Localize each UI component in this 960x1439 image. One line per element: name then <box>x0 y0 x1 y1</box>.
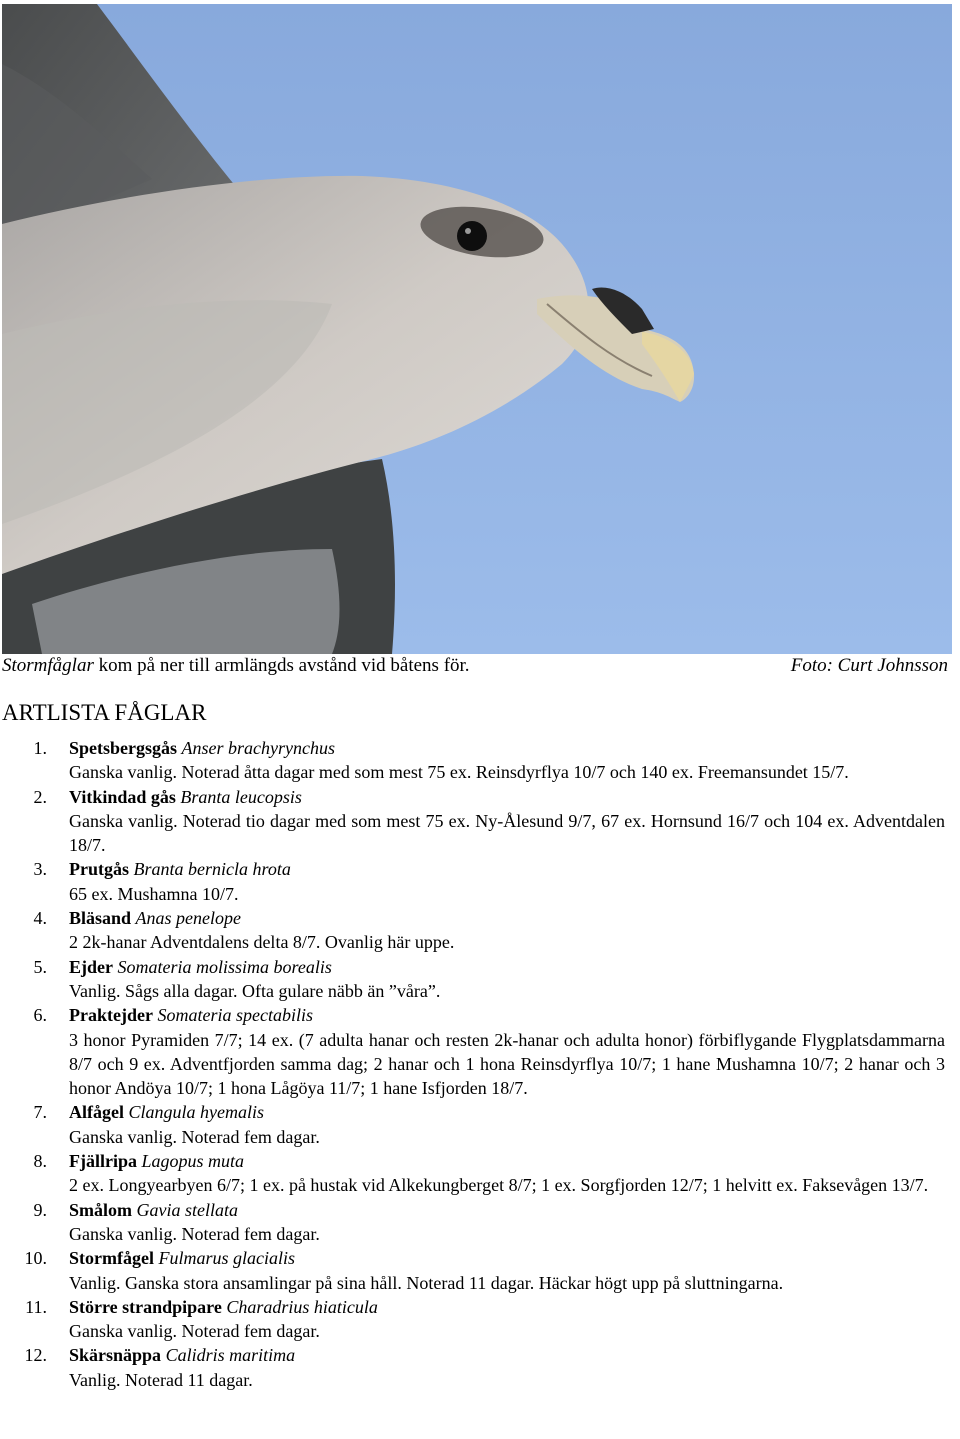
species-number: 12. <box>24 1345 47 1366</box>
section-heading: ARTLISTA FÅGLAR <box>2 700 207 725</box>
species-latin-name: Calidris maritima <box>165 1345 296 1366</box>
caption-species: Stormfåglar <box>2 655 94 676</box>
species-title <box>69 906 945 930</box>
species-description: 2 2k-hanar Adventdalens delta 8/7. Ovanlig här uppe. <box>69 932 455 953</box>
species-number: 3. <box>33 859 47 880</box>
species-name: Skärsnäppa <box>69 1345 162 1366</box>
species-description: Ganska vanlig. Noterad åtta dagar med som mest 75 ex. Reinsdyrflya 10/7 och 140 ex. Freemansundet 15/7. <box>69 762 849 783</box>
species-name: Alfågel <box>69 1102 124 1123</box>
species-name: Fjällripa <box>69 1151 142 1172</box>
species-entry <box>0 1246 945 1295</box>
species-latin-name: Branta leucopsis <box>180 786 302 807</box>
species-entry <box>0 955 945 1004</box>
species-latin-name: Somateria spectabilis <box>157 1005 313 1026</box>
species-latin-name: Gavia stellata <box>136 1199 238 1220</box>
species-number: 2. <box>33 786 47 807</box>
species-entry <box>0 1295 945 1344</box>
species-number: 10. <box>24 1248 47 1269</box>
species-entry <box>0 1003 945 1100</box>
species-list <box>0 736 945 1392</box>
photo-caption <box>2 653 950 679</box>
species-number: 4. <box>33 908 47 929</box>
species-name: Praktejder <box>69 1005 153 1026</box>
species-title <box>69 1343 945 1367</box>
species-number: 6. <box>33 1005 47 1026</box>
species-description: Vanlig. Noterad 11 dagar. <box>69 1369 253 1390</box>
species-name: Smålom <box>69 1199 132 1220</box>
species-entry <box>0 1149 945 1198</box>
species-number: 5. <box>33 956 47 977</box>
species-entry <box>0 1198 945 1247</box>
species-number: 8. <box>33 1151 47 1172</box>
species-number: 9. <box>33 1199 47 1220</box>
species-latin-name: Clangula hyemalis <box>128 1102 264 1123</box>
species-name: Ejder <box>69 956 113 977</box>
species-title <box>69 736 945 760</box>
species-name: Större strandpipare <box>69 1296 222 1317</box>
species-description: 65 ex. Mushamna 10/7. <box>69 883 239 904</box>
species-title <box>69 1003 945 1027</box>
species-description: Vanlig. Sågs alla dagar. Ofta gulare näbb än ”våra”. <box>69 980 441 1001</box>
species-description: Ganska vanlig. Noterad fem dagar. <box>69 1223 320 1244</box>
species-title <box>69 955 945 979</box>
species-entry <box>0 1343 945 1392</box>
species-title <box>69 1295 945 1319</box>
species-number: 7. <box>33 1102 47 1123</box>
caption-text: kom på ner till armlängds avstånd vid båtens för. <box>93 655 470 676</box>
species-title <box>69 857 945 881</box>
species-name: Vitkindad gås <box>69 786 176 807</box>
species-latin-name: Anser brachyrynchus <box>181 738 335 758</box>
species-description: Ganska vanlig. Noterad fem dagar. <box>69 1126 320 1147</box>
species-latin-name: Fulmarus glacialis <box>158 1248 295 1269</box>
species-name: Prutgås <box>69 859 129 880</box>
species-description: Ganska vanlig. Noterad tio dagar med som mest 75 ex. Ny-Ålesund 9/7, 67 ex. Hornsund 16/7 och 104 ex. Adventdalen 18/7. <box>69 810 945 856</box>
species-entry <box>0 857 945 906</box>
species-latin-name: Lagopus muta <box>141 1151 245 1172</box>
species-description: 2 ex. Longyearbyen 6/7; 1 ex. på hustak vid Alkekungberget 8/7; 1 ex. Sorgfjorden 12/7; 1 helvitt ex. Faksevågen 13/7. <box>69 1175 929 1196</box>
species-title <box>69 785 945 809</box>
species-latin-name: Charadrius hiaticula <box>226 1296 378 1317</box>
species-entry <box>0 785 945 858</box>
species-name: Bläsand <box>69 908 132 929</box>
species-latin-name: Somateria molissima borealis <box>117 956 332 977</box>
species-entry <box>0 906 945 955</box>
species-title <box>69 1246 945 1270</box>
species-latin-name: Anas penelope <box>135 908 242 929</box>
species-title <box>69 1149 945 1173</box>
photo-credit: Foto: Curt Johnsson <box>790 655 948 676</box>
species-latin-name: Branta bernicla hrota <box>133 859 291 880</box>
species-entry <box>0 736 945 785</box>
species-name: Stormfågel <box>69 1248 154 1269</box>
species-entry <box>0 1100 945 1149</box>
species-number: 1. <box>33 738 47 758</box>
species-title <box>69 1198 945 1222</box>
bird-photo <box>2 4 952 654</box>
species-description: Ganska vanlig. Noterad fem dagar. <box>69 1321 320 1342</box>
species-number: 11. <box>25 1296 47 1317</box>
species-title <box>69 1100 945 1124</box>
species-name: Spetsbergsgås <box>69 738 178 758</box>
species-description: Vanlig. Ganska stora ansamlingar på sina håll. Noterad 11 dagar. Häckar högt upp på sluttningarna. <box>69 1272 784 1293</box>
fulmar-illustration <box>2 4 952 654</box>
species-description: 3 honor Pyramiden 7/7; 14 ex. (7 adulta hanar och resten 2k-hanar och adulta honor) förbiflygande Flygplatsdammarna 8/7 och 9 ex. Adventfjorden samma dag; 2 hanar och 1 hona Reinsdyrflya 10/7; 1 hane Mushamna 10/7; 2 hanar och 3 honor Andöya 10/7; 1 hona Lågöya 11/7; 1 hane Isfjorden 18/7. <box>69 1029 945 1099</box>
